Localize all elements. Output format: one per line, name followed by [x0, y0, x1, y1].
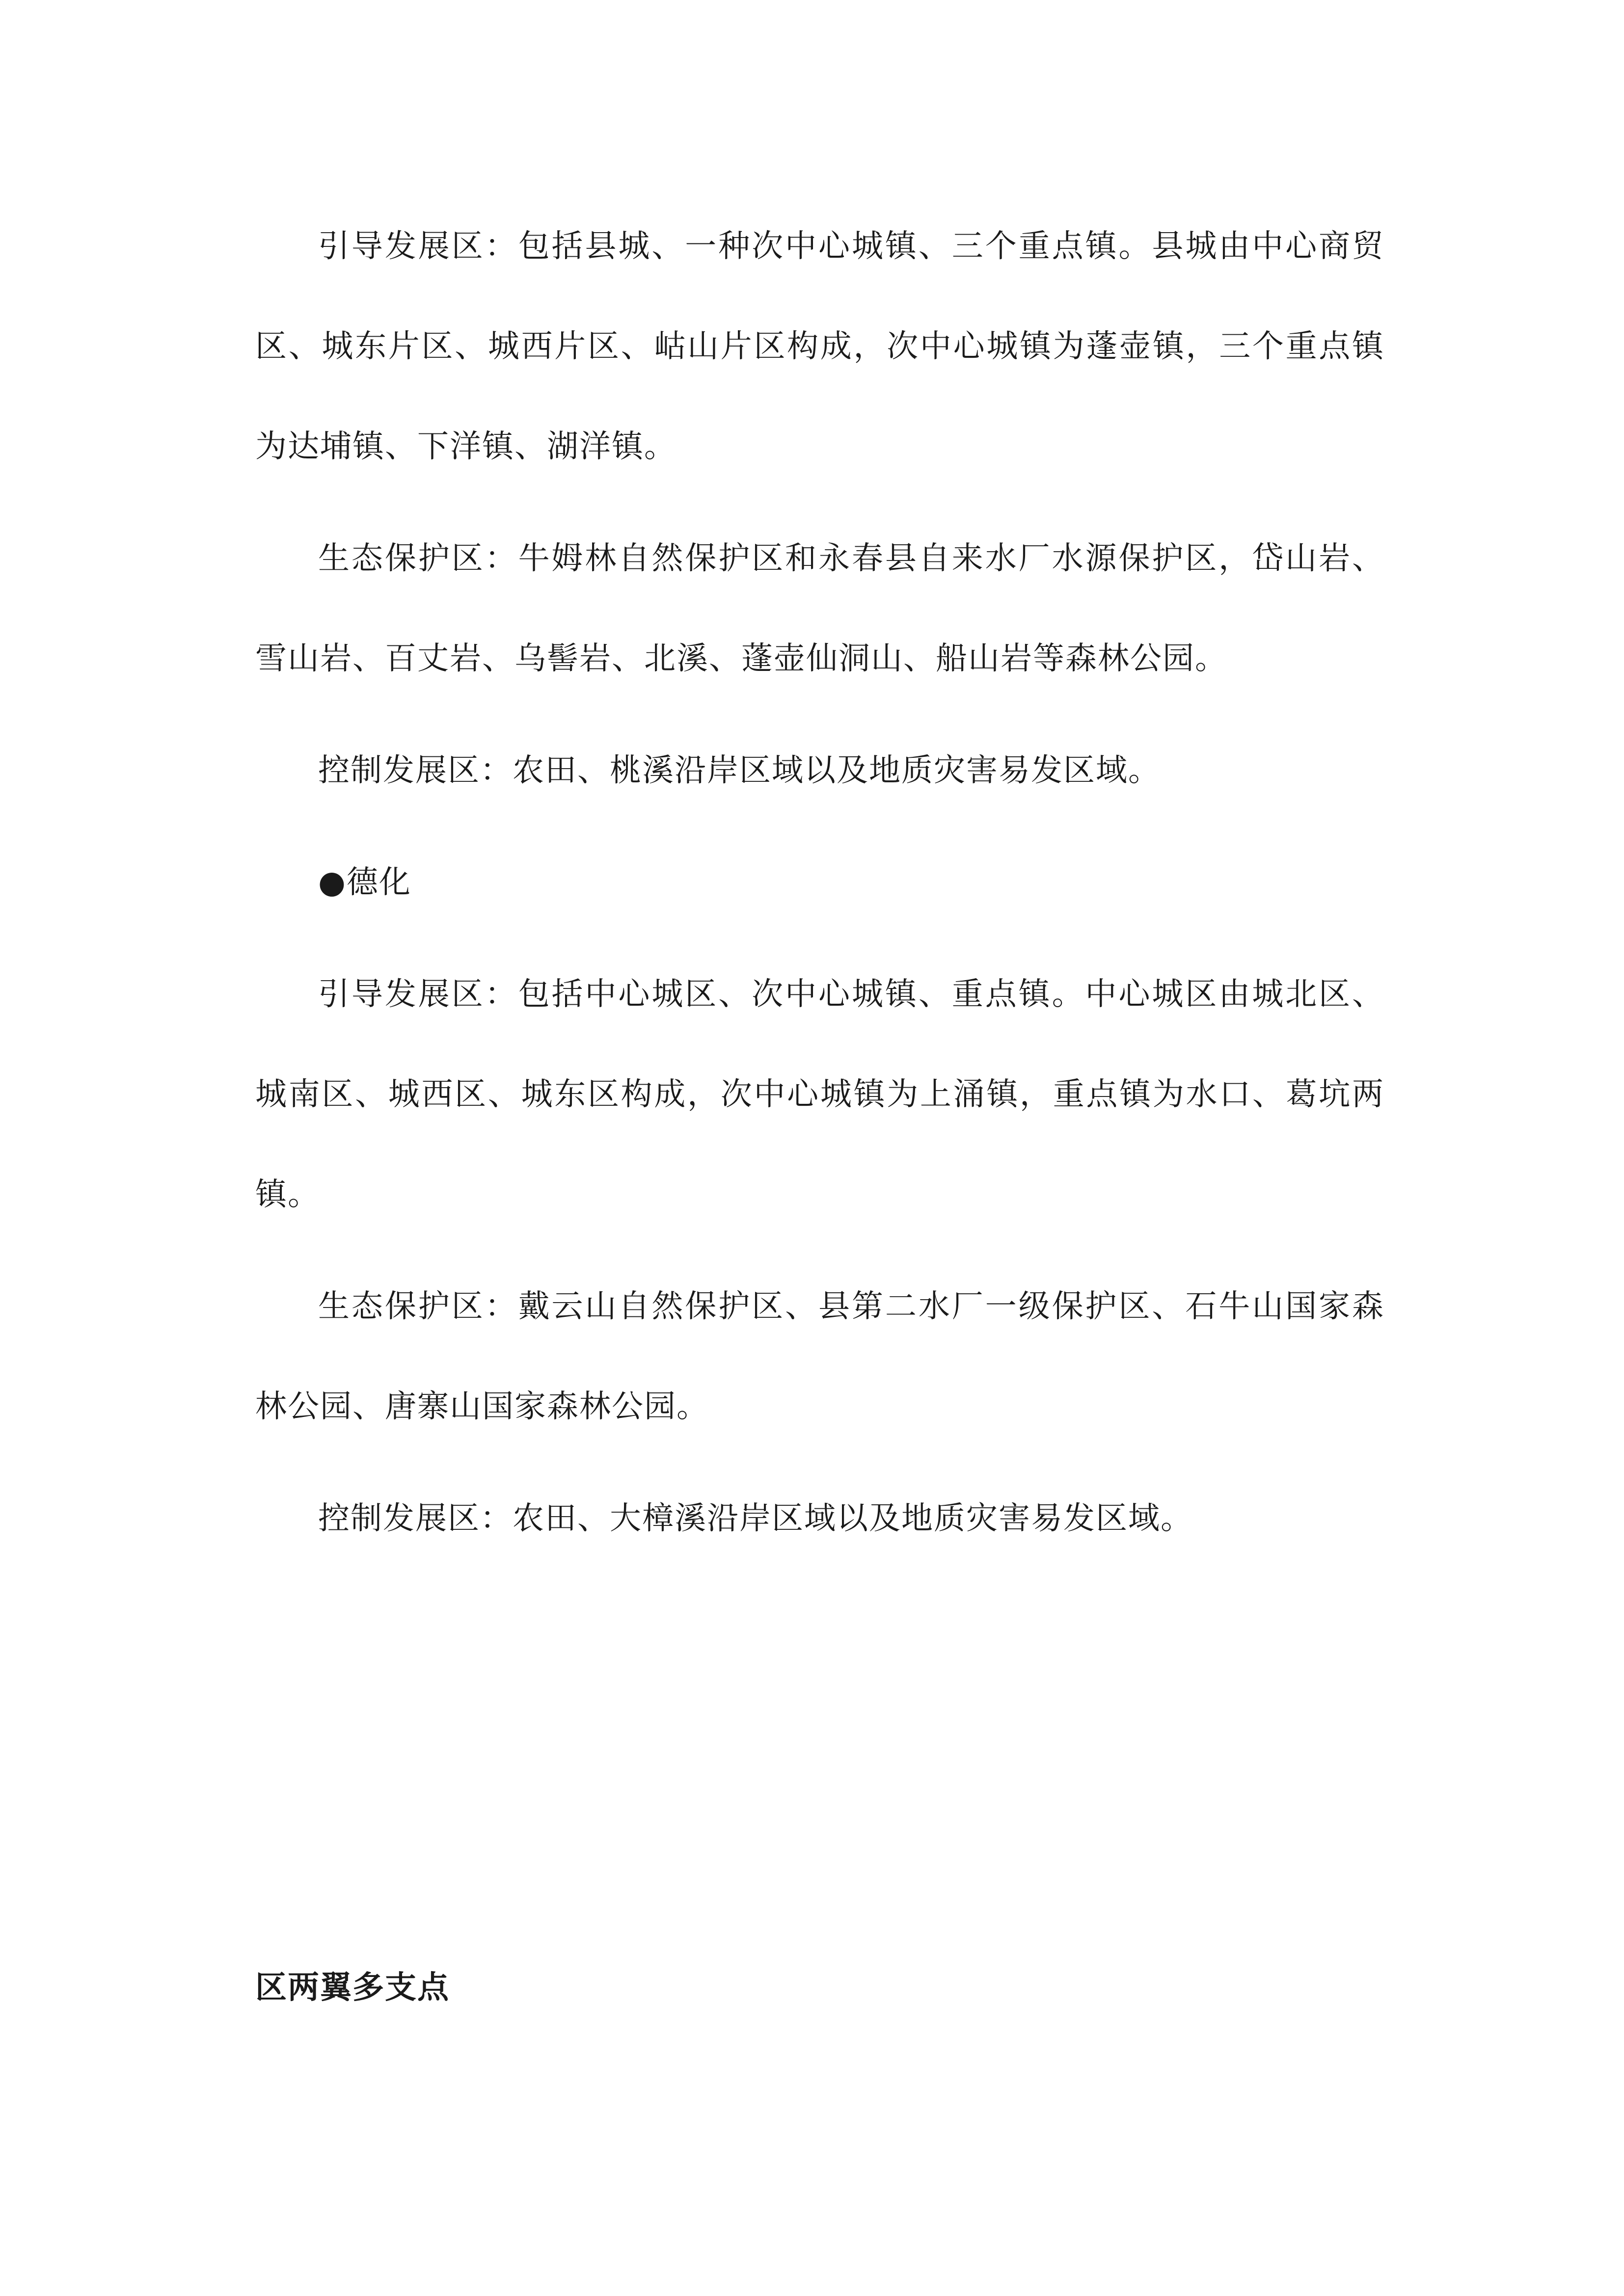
document-body — [255, 196, 1384, 1569]
paragraph-yongchun-controlled-development: 控制发展区：农田、桃溪沿岸区域以及地质灾害易发区域。 — [318, 752, 1161, 789]
paragraph-dehua-ecological-protection: 生态保护区：戴云山自然保护区、县第二水厂一级保护区、石牛山国家森林公园、唐寨山国家森林公园。 — [255, 1288, 1384, 1425]
paragraph-dehua-guided-development: 引导发展区：包括中心城区、次中心城镇、重点镇。中心城区由城北区、城南区、城西区、城东区构成，次中心城镇为上涌镇，重点镇为水口、葛坑两镇。 — [255, 976, 1384, 1213]
section-heading-block — [255, 1958, 1384, 2017]
paragraph-dehua-controlled-development: 控制发展区：农田、大樟溪沿岸区域以及地质灾害易发区域。 — [318, 1500, 1193, 1537]
paragraph-yongchun-guided-development: 引导发展区：包括县城、一种次中心城镇、三个重点镇。县城由中心商贸区、城东片区、城西片区、岵山片区构成，次中心城镇为蓬壶镇，三个重点镇为达埔镇、下洋镇、湖洋镇。 — [255, 228, 1384, 465]
section-bullet-dehua: ●德化 — [318, 864, 411, 901]
section-heading: 区两翼多支点 — [255, 1969, 450, 2006]
paragraph-yongchun-ecological-protection: 生态保护区：牛姆林自然保护区和永春县自来水厂水源保护区，岱山岩、雪山岩、百丈岩、乌髻岩、北溪、蓬壶仙洞山、船山岩等森林公园。 — [255, 540, 1384, 677]
